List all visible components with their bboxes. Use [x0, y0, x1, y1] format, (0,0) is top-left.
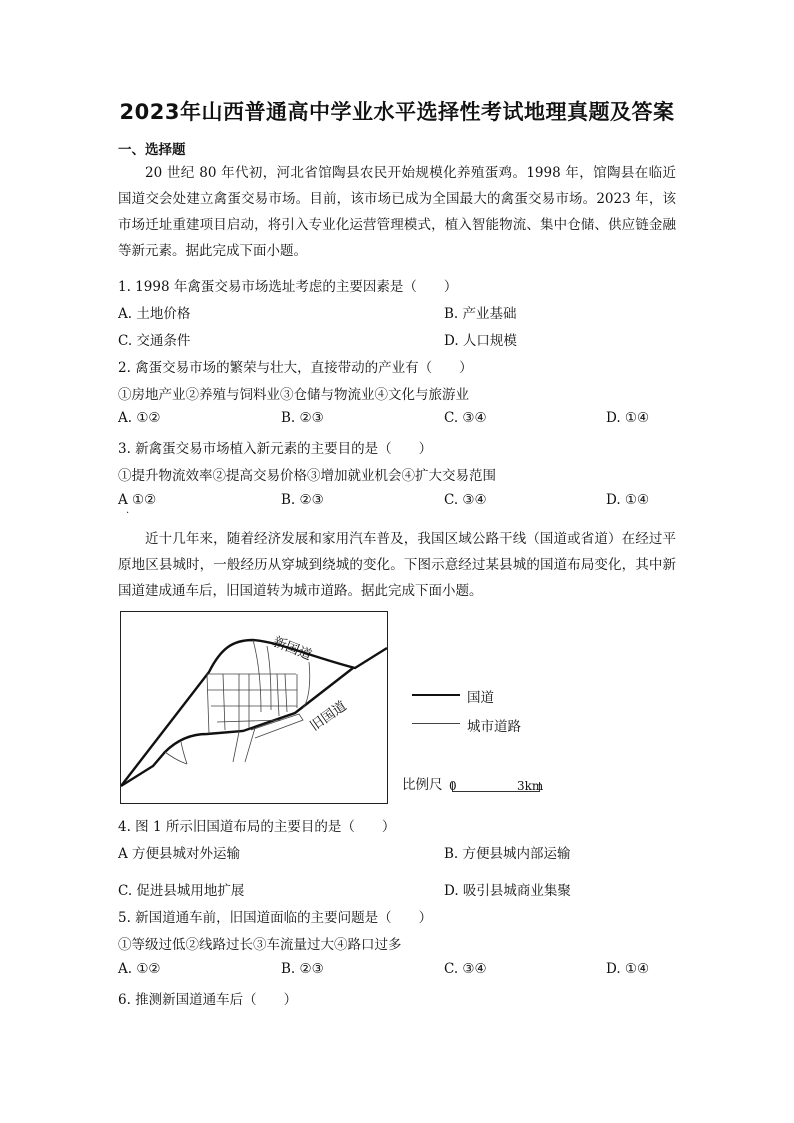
q3-option-d: D. ①④ [606, 492, 650, 508]
new-national-road [121, 640, 387, 786]
q4-option-c: C. 促进县城用地扩展 [118, 883, 245, 899]
q2-option-d: D. ①④ [606, 410, 650, 426]
q1-option-b: B. 产业基础 [444, 306, 517, 322]
q2-option-c: C. ③④ [444, 410, 487, 426]
q3-option-a: A ①② [118, 492, 157, 508]
q1-option-a: A. 土地价格 [118, 306, 191, 322]
scale-title: 比例尺 [402, 777, 443, 793]
q2-option-a: A. ①② [118, 410, 161, 426]
q5-option-b: B. ②③ [281, 961, 324, 977]
q2-option-b: B. ②③ [281, 410, 324, 426]
q5-items: ①等级过低②线路过长③车流量过大④路口过多 [118, 937, 402, 953]
q1-option-d: D. 人口规模 [444, 333, 517, 349]
q5-option-a: A. ①② [118, 961, 161, 977]
q3-stem: 3. 新禽蛋交易市场植入新元素的主要目的是（ ） [118, 441, 433, 457]
new-road-label: 新国道 [270, 633, 315, 664]
passage-2: 近十几年来，随着经济发展和家用汽车普及，我国区域公路干线（国道或省道）在经过平原地区县城时，一般经历从穿城到绕城的变化。下图示意经过某县城的国道布局变化，其中新国道建成通车后，旧国道转为城市道路。据此完成下面小题。 [118, 531, 676, 599]
passage-1: 20 世纪 80 年代初，河北省馆陶县农民开始规模化养殖蛋鸡。1998 年，馆陶县在临近国道交会处建立禽蛋交易市场。目前，该市场已成为全国最大的禽蛋交易市场。2023 年，该市场迁址重建项目启动，将引入专业化运营管理模式，植入智能物流、集中仓储、供应链金融等新元素。据此完成下面小题。 [118, 165, 676, 259]
q4-stem: 4. 图 1 所示旧国道布局的主要目的是（ ） [118, 819, 396, 835]
q4-option-b: B. 方便县城内部运输 [444, 846, 571, 862]
q3-items: ①提升物流效率②提高交易价格③增加就业机会④扩大交易范围 [118, 468, 496, 484]
q1-option-c: C. 交通条件 [118, 333, 191, 349]
document-title: 2023年山西普通高中学业水平选择性考试地理真题及答案 [119, 100, 675, 124]
old-road-label: 旧国道 [307, 698, 350, 735]
scale-start: 0 [449, 779, 457, 793]
q5-option-c: C. ③④ [444, 961, 487, 977]
q6-stem: 6. 推测新国道通车后（ ） [118, 992, 298, 1008]
q1-stem: 1. 1998 年禽蛋交易市场选址考虑的主要因素是（ ） [118, 279, 458, 295]
q5-option-d: D. ①④ [606, 961, 650, 977]
legend-city-road-label: 城市道路 [467, 719, 521, 735]
q3-option-c: C. ③④ [444, 492, 487, 508]
q2-stem: 2. 禽蛋交易市场的繁荣与壮大，直接带动的产业有（ ） [118, 360, 473, 376]
q2-items: ①房地产业②养殖与饲料业③仓储与物流业④文化与旅游业 [118, 387, 469, 403]
section-heading: 一、选择题 [118, 142, 186, 158]
scale-end: 3km [517, 779, 544, 793]
legend-national-road-label: 国道 [467, 690, 494, 706]
q3-option-b: B. ②③ [281, 492, 324, 508]
q3-option-a-dot: . [126, 505, 130, 516]
q4-option-d: D. 吸引县城商业集聚 [444, 883, 571, 899]
q4-option-a: A 方便县城对外运输 [118, 846, 241, 862]
legend-national-road-line [412, 694, 460, 696]
legend-city-road-line [412, 723, 460, 724]
q5-stem: 5. 新国道通车前，旧国道面临的主要问题是（ ） [118, 910, 433, 926]
